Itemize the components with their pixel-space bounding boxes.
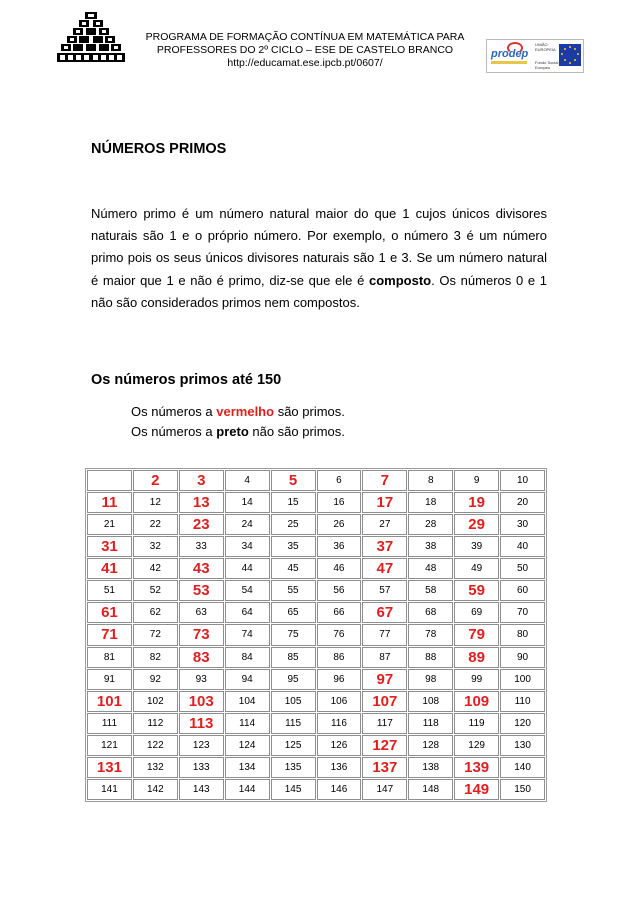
table-cell: 34	[225, 536, 270, 557]
table-cell: 24	[225, 514, 270, 535]
prodep-logo	[487, 40, 533, 70]
table-cell: 21	[87, 514, 132, 535]
table-cell: 14	[225, 492, 270, 513]
table-cell: 25	[271, 514, 316, 535]
numbers-table	[85, 468, 547, 802]
eu-label: UNIÃO EUROPEIA	[535, 42, 556, 52]
table-cell: 15	[271, 492, 316, 513]
table-cell: 132	[133, 757, 178, 778]
partner-logos	[486, 39, 584, 73]
table-cell: 90	[500, 647, 545, 668]
intro-text-2: . Os números 0 e 1 não são considerados primos nem compostos.	[91, 272, 547, 310]
table-cell: 126	[317, 735, 362, 756]
table-cell: 42	[133, 558, 178, 579]
legend-text: não são primos.	[248, 424, 345, 439]
prime-number-cell: 67	[362, 602, 407, 623]
prime-number-cell: 101	[87, 691, 132, 712]
table-cell: 44	[225, 558, 270, 579]
prime-number-cell: 103	[179, 691, 224, 712]
prime-number-cell: 11	[87, 492, 132, 513]
table-cell: 119	[454, 713, 499, 734]
prime-number-cell: 3	[179, 470, 224, 491]
table-cell: 81	[87, 647, 132, 668]
prime-number-cell: 43	[179, 558, 224, 579]
legend-text: são primos.	[274, 404, 345, 419]
table-cell: 40	[500, 536, 545, 557]
table-cell: 94	[225, 669, 270, 690]
prime-number-cell: 149	[454, 779, 499, 800]
prime-number-cell: 107	[362, 691, 407, 712]
table-cell: 10	[500, 470, 545, 491]
table-cell: 86	[317, 647, 362, 668]
prime-number-cell: 97	[362, 669, 407, 690]
table-cell: 115	[271, 713, 316, 734]
table-cell: 18	[408, 492, 453, 513]
table-cell: 143	[179, 779, 224, 800]
table-cell: 65	[271, 602, 316, 623]
table-cell: 122	[133, 735, 178, 756]
table-cell: 145	[271, 779, 316, 800]
table-cell: 136	[317, 757, 362, 778]
table-cell: 63	[179, 602, 224, 623]
prime-number-cell: 53	[179, 580, 224, 601]
table-cell: 120	[500, 713, 545, 734]
table-cell: 16	[317, 492, 362, 513]
table-cell: 99	[454, 669, 499, 690]
table-cell: 125	[271, 735, 316, 756]
pyramid-logo	[57, 12, 125, 62]
table-cell: 50	[500, 558, 545, 579]
intro-paragraph	[91, 203, 547, 314]
prime-number-cell: 61	[87, 602, 132, 623]
table-cell: 111	[87, 713, 132, 734]
table-cell: 66	[317, 602, 362, 623]
table-cell: 69	[454, 602, 499, 623]
table-cell: 20	[500, 492, 545, 513]
table-cell: 142	[133, 779, 178, 800]
legend-text: Os números a	[131, 424, 217, 439]
legend-line-nonprimes	[131, 422, 345, 442]
table-cell: 148	[408, 779, 453, 800]
table-cell: 46	[317, 558, 362, 579]
table-cell: 9	[454, 470, 499, 491]
table-cell: 95	[271, 669, 316, 690]
legend-text: Os números a	[131, 404, 217, 419]
prodep-logo-text: prodep	[491, 48, 529, 60]
prime-number-cell: 31	[87, 536, 132, 557]
header-line-1: PROGRAMA DE FORMAÇÃO CONTÍNUA EM MATEMÁTICA PARA	[145, 31, 465, 43]
header-line-2: PROFESSORES DO 2º CICLO – ESE DE CASTELO BRANCO	[156, 44, 454, 56]
page-title: NÚMEROS PRIMOS	[91, 141, 227, 157]
prime-number-cell: 109	[454, 691, 499, 712]
prime-number-cell: 13	[179, 492, 224, 513]
table-cell: 108	[408, 691, 453, 712]
table-cell: 98	[408, 669, 453, 690]
table-cell: 96	[317, 669, 362, 690]
table-cell: 84	[225, 647, 270, 668]
table-cell: 55	[271, 580, 316, 601]
prime-number-cell: 59	[454, 580, 499, 601]
table-cell: 88	[408, 647, 453, 668]
table-cell: 64	[225, 602, 270, 623]
table-cell: 60	[500, 580, 545, 601]
table-cell: 39	[454, 536, 499, 557]
table-cell: 76	[317, 624, 362, 645]
prime-number-cell: 7	[362, 470, 407, 491]
legend-line-primes	[131, 402, 345, 422]
intro-text-1: Número primo é um número natural maior do que 1 cujos únicos divisores naturais são 1 e o próprio número. Por exemplo, o número 3 é um número primo pois os seus únicos divisores naturais são 1 e 3. Se um número natural é maior que 1 e não é primo, diz-se que ele é	[91, 206, 547, 288]
prime-number-cell: 5	[271, 470, 316, 491]
table-cell: 30	[500, 514, 545, 535]
table-cell: 68	[408, 602, 453, 623]
table-cell: 124	[225, 735, 270, 756]
table-cell: 134	[225, 757, 270, 778]
table-cell: 93	[179, 669, 224, 690]
table-cell: 130	[500, 735, 545, 756]
table-cell: 114	[225, 713, 270, 734]
prime-number-cell: 19	[454, 492, 499, 513]
table-cell: 49	[454, 558, 499, 579]
program-header-text	[130, 31, 480, 70]
legend-bold-word: preto	[216, 424, 249, 439]
table-cell: 22	[133, 514, 178, 535]
table-cell: 102	[133, 691, 178, 712]
table-cell: 92	[133, 669, 178, 690]
prime-number-cell: 17	[362, 492, 407, 513]
table-cell: 135	[271, 757, 316, 778]
table-cell: 35	[271, 536, 316, 557]
page-header	[0, 0, 638, 80]
table-cell: 33	[179, 536, 224, 557]
table-cell: 4	[225, 470, 270, 491]
table-cell: 45	[271, 558, 316, 579]
table-cell: 62	[133, 602, 178, 623]
table-cell: 72	[133, 624, 178, 645]
table-cell: 58	[408, 580, 453, 601]
table-cell: 87	[362, 647, 407, 668]
table-cell: 110	[500, 691, 545, 712]
prime-number-cell: 29	[454, 514, 499, 535]
prime-number-cell: 83	[179, 647, 224, 668]
table-cell: 78	[408, 624, 453, 645]
table-cell: 128	[408, 735, 453, 756]
table-cell: 105	[271, 691, 316, 712]
table-cell: 123	[179, 735, 224, 756]
table-cell: 150	[500, 779, 545, 800]
table-cell: 32	[133, 536, 178, 557]
intro-bold-term: composto	[368, 272, 432, 288]
table-cell: 121	[87, 735, 132, 756]
table-cell: 51	[87, 580, 132, 601]
eu-flag-icon	[559, 44, 581, 66]
table-cell: 118	[408, 713, 453, 734]
prime-number-cell: 41	[87, 558, 132, 579]
table-cell: 27	[362, 514, 407, 535]
color-legend	[131, 402, 345, 442]
table-cell: 141	[87, 779, 132, 800]
table-cell: 28	[408, 514, 453, 535]
table-cell: 133	[179, 757, 224, 778]
table-cell: 74	[225, 624, 270, 645]
table-cell: 112	[133, 713, 178, 734]
table-cell: 57	[362, 580, 407, 601]
prime-number-cell: 23	[179, 514, 224, 535]
prime-number-cell: 37	[362, 536, 407, 557]
fse-label: Fundo Social Europeu	[535, 60, 559, 70]
prime-number-cell: 79	[454, 624, 499, 645]
section-title: Os números primos até 150	[91, 372, 282, 388]
table-cell: 26	[317, 514, 362, 535]
table-cell: 8	[408, 470, 453, 491]
table-cell: 100	[500, 669, 545, 690]
prime-number-cell: 113	[179, 713, 224, 734]
prime-number-cell: 71	[87, 624, 132, 645]
table-cell: 144	[225, 779, 270, 800]
table-cell: 138	[408, 757, 453, 778]
table-cell: 104	[225, 691, 270, 712]
table-cell: 6	[317, 470, 362, 491]
table-cell: 146	[317, 779, 362, 800]
prime-number-cell: 139	[454, 757, 499, 778]
table-cell: 77	[362, 624, 407, 645]
prime-number-cell: 2	[133, 470, 178, 491]
table-cell: 116	[317, 713, 362, 734]
prime-number-cell: 73	[179, 624, 224, 645]
table-cell: 38	[408, 536, 453, 557]
table-cell: 52	[133, 580, 178, 601]
table-cell: 82	[133, 647, 178, 668]
prime-number-cell: 47	[362, 558, 407, 579]
prime-number-cell: 127	[362, 735, 407, 756]
prodep-underline	[491, 61, 527, 64]
table-cell: 12	[133, 492, 178, 513]
table-cell: 48	[408, 558, 453, 579]
table-cell: 117	[362, 713, 407, 734]
legend-red-word: vermelho	[216, 404, 275, 419]
table-cell: 129	[454, 735, 499, 756]
table-cell: 54	[225, 580, 270, 601]
table-cell: 80	[500, 624, 545, 645]
table-cell: 91	[87, 669, 132, 690]
prime-number-cell: 89	[454, 647, 499, 668]
prime-number-cell: 131	[87, 757, 132, 778]
header-url: http://educamat.ese.ipcb.pt/0607/	[227, 57, 383, 69]
prime-number-cell: 137	[362, 757, 407, 778]
table-cell: 147	[362, 779, 407, 800]
table-cell: 70	[500, 602, 545, 623]
table-cell	[87, 470, 132, 491]
table-cell: 75	[271, 624, 316, 645]
table-cell: 56	[317, 580, 362, 601]
table-cell: 106	[317, 691, 362, 712]
table-cell: 140	[500, 757, 545, 778]
table-cell: 85	[271, 647, 316, 668]
table-cell: 36	[317, 536, 362, 557]
